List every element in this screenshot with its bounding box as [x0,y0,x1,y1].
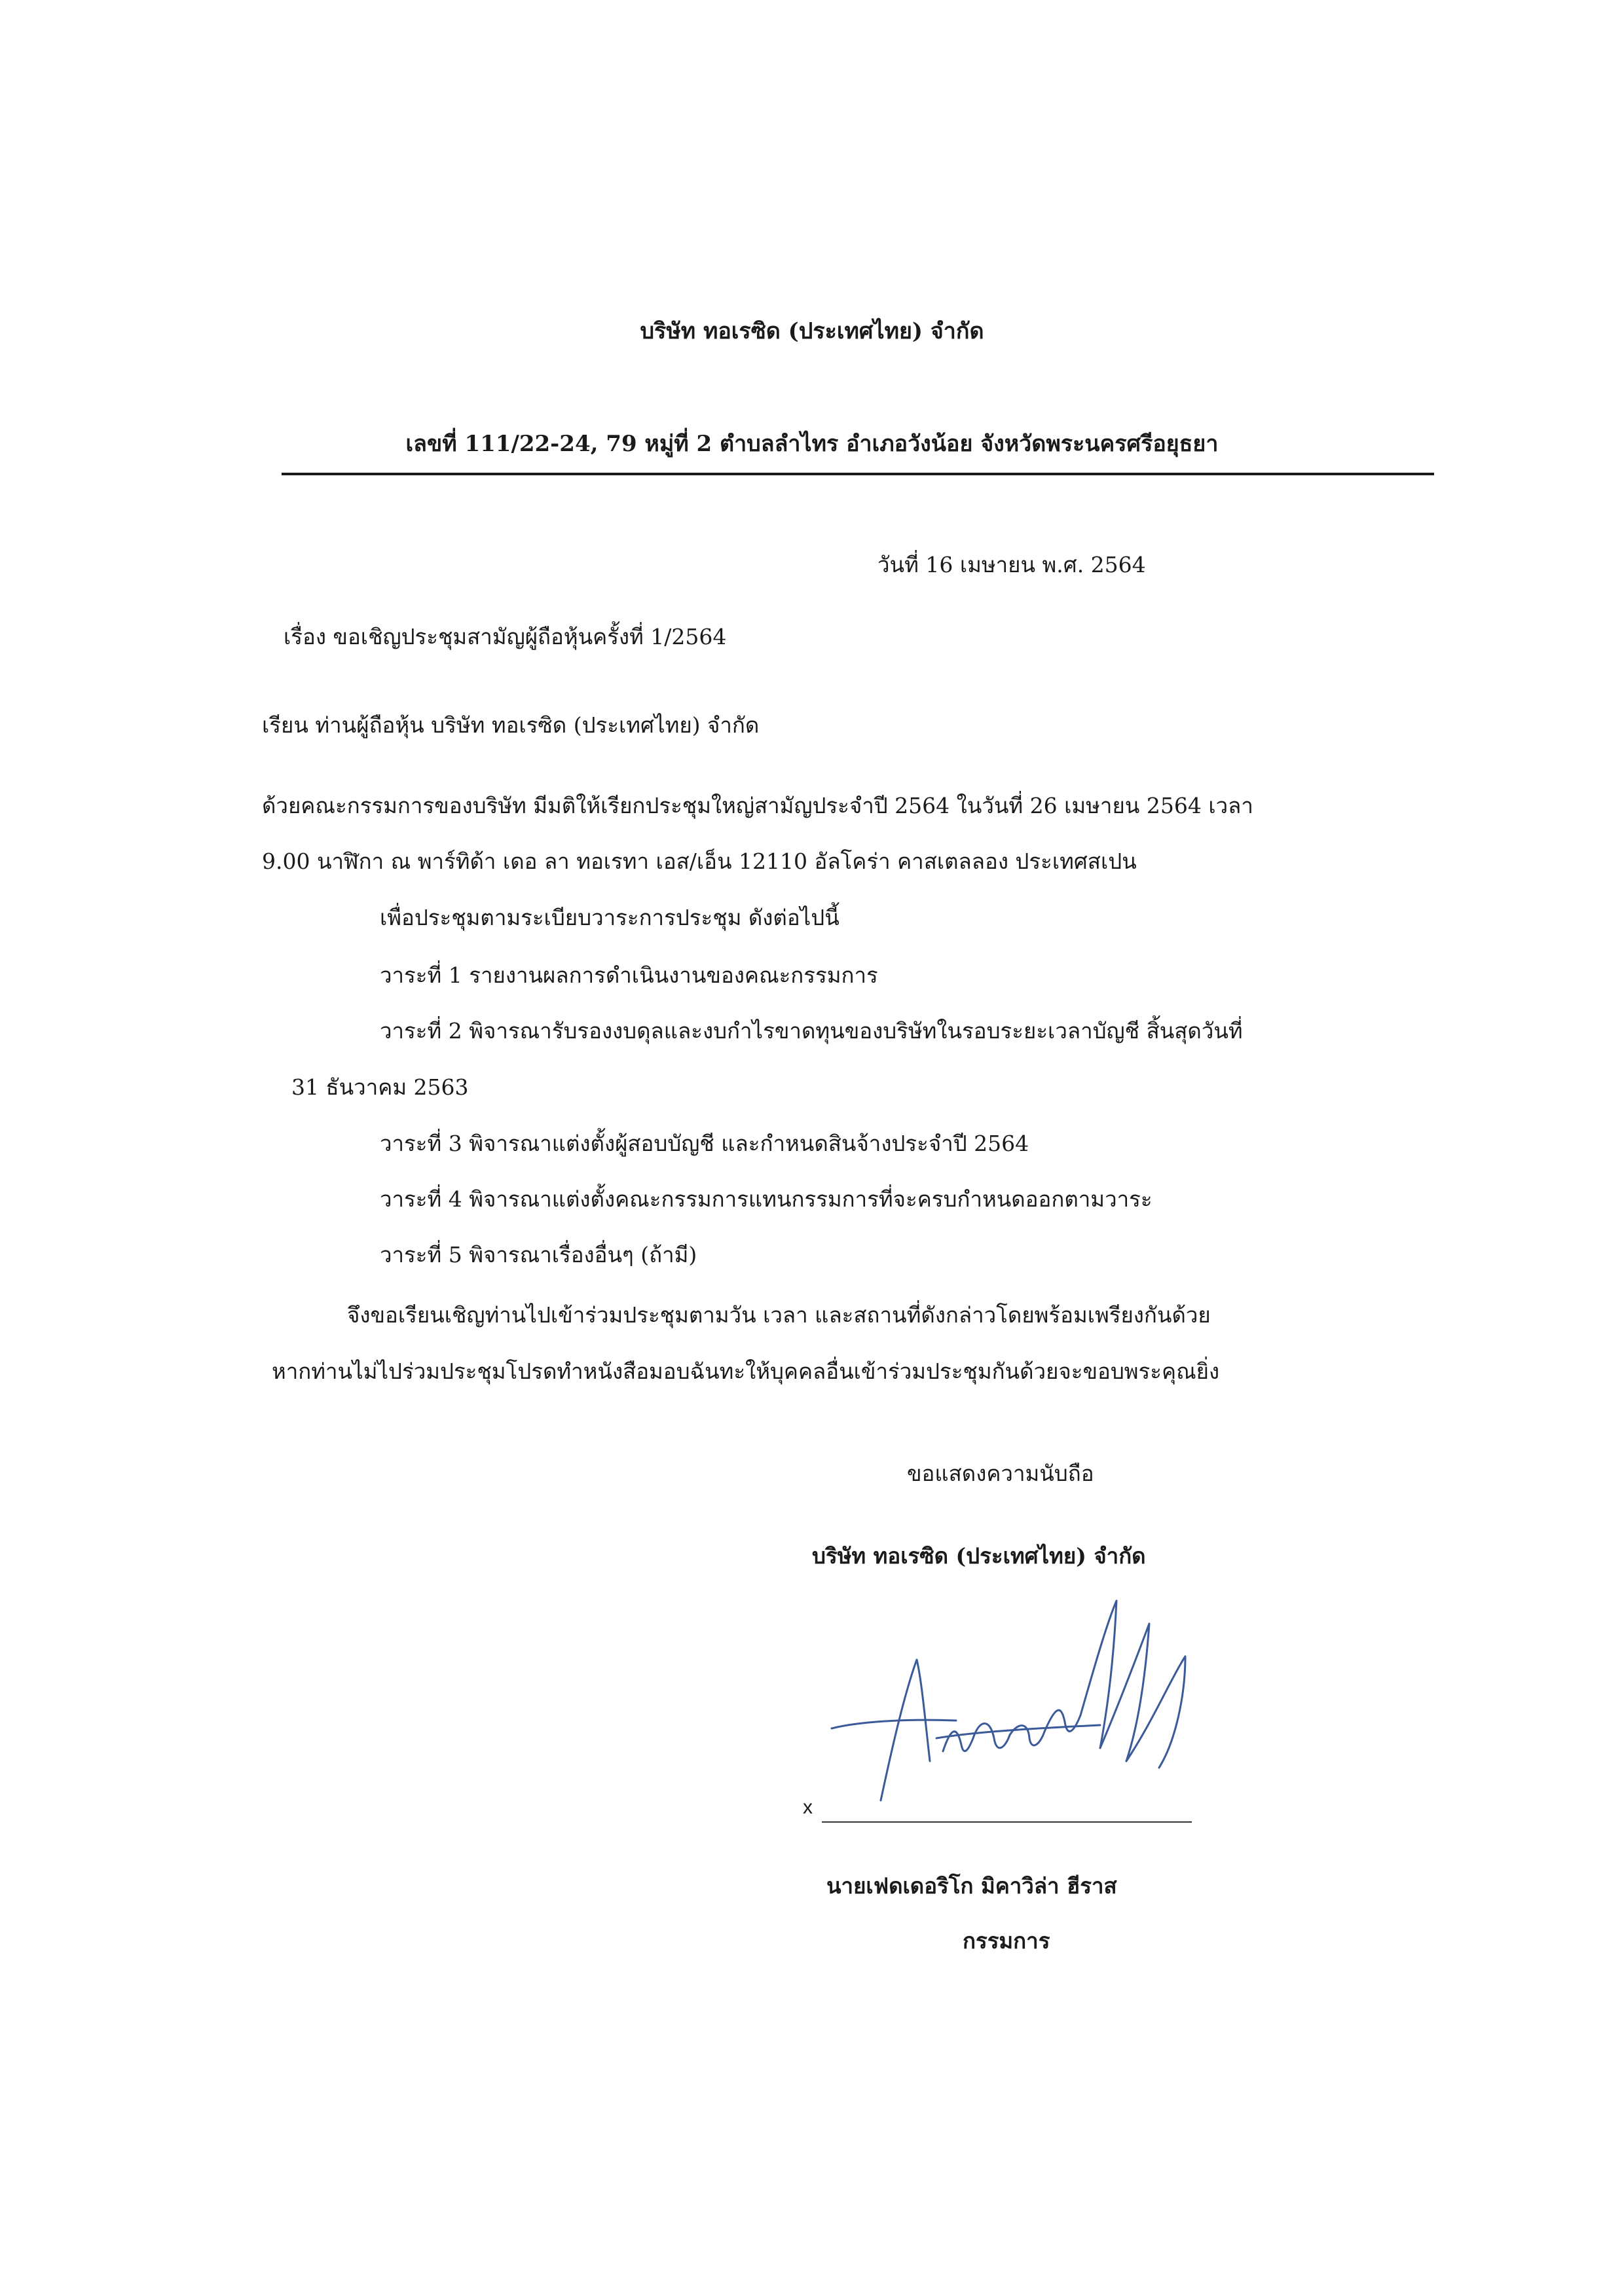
agenda-item-5: วาระที่ 5 พิจารณาเรื่องอื่นๆ (ถ้ามี) [380,1242,697,1267]
signer-name: นายเฟดเดอริโก มิคาวิล่า ฮีราส [826,1873,1117,1899]
letter-recipient: เรียน ท่านผู้ถือหุ้น บริษัท ทอเรซิด (ประเทศไทย) จำกัด [262,712,760,738]
letter-subject: เรื่อง ขอเชิญประชุมสามัญผู้ถือหุ้นครั้งที่ 1/2564 [284,624,727,649]
closing-paragraph-line: หากท่านไม่ไปร่วมประชุมโปรดทำหนังสือมอบฉันทะให้บุคคลอื่นเข้าร่วมประชุมกันด้วยจะขอบพระคุณยิ่ง [272,1358,1220,1384]
body-paragraph-line: ด้วยคณะกรรมการของบริษัท มีมติให้เรียกประชุมใหญ่สามัญประจำปี 2564 ในวันที่ 26 เมษายน 2564 เวลา [262,793,1253,818]
agenda-item-2: วาระที่ 2 พิจารณารับรองงบดุลและงบกำไรขาดทุนของบริษัทในรอบระยะเวลาบัญชี สิ้นสุดวันที่ [380,1018,1243,1044]
closing-regards: ขอแสดงความนับถือ [907,1461,1094,1486]
signature-x-mark: x [803,1796,813,1818]
company-name-header: บริษัท ทอเรซิด (ประเทศไทย) จำกัด [640,318,984,344]
letter-date: วันที่ 16 เมษายน พ.ศ. 2564 [877,552,1146,577]
signature-line [822,1821,1192,1823]
header-divider [282,473,1434,475]
body-paragraph-line: 9.00 นาฬิกา ณ พาร์ทิด้า เดอ ลา ทอเรทา เอส/เอ็น 12110 อัลโคร่า คาสเตลลอง ประเทศสเปน [262,848,1137,874]
company-address: เลขที่ 111/22-24, 79 หมู่ที่ 2 ตำบลลำไทร อำเภอวังน้อย จังหวัดพระนครศรีอยุธยา [405,431,1219,457]
signature-company-name: บริษัท ทอเรซิด (ประเทศไทย) จำกัด [812,1543,1146,1569]
closing-paragraph-line: จึงขอเรียนเชิญท่านไปเข้าร่วมประชุมตามวัน เวลา และสถานที่ดังกล่าวโดยพร้อมเพรียงกันด้วย [347,1302,1211,1328]
agenda-item-2-continued: 31 ธันวาคม 2563 [291,1074,469,1100]
handwritten-signature [819,1597,1211,1813]
agenda-item-1: วาระที่ 1 รายงานผลการดำเนินงานของคณะกรรมการ [380,962,878,988]
agenda-item-3: วาระที่ 3 พิจารณาแต่งตั้งผู้สอบบัญชี และกำหนดสินจ้างประจำปี 2564 [380,1131,1029,1156]
signer-title: กรรมการ [963,1928,1050,1954]
agenda-intro: เพื่อประชุมตามระเบียบวาระการประชุม ดังต่อไปนี้ [380,905,840,930]
agenda-item-4: วาระที่ 4 พิจารณาแต่งตั้งคณะกรรมการแทนกรรมการที่จะครบกำหนดออกตามวาระ [380,1186,1153,1212]
